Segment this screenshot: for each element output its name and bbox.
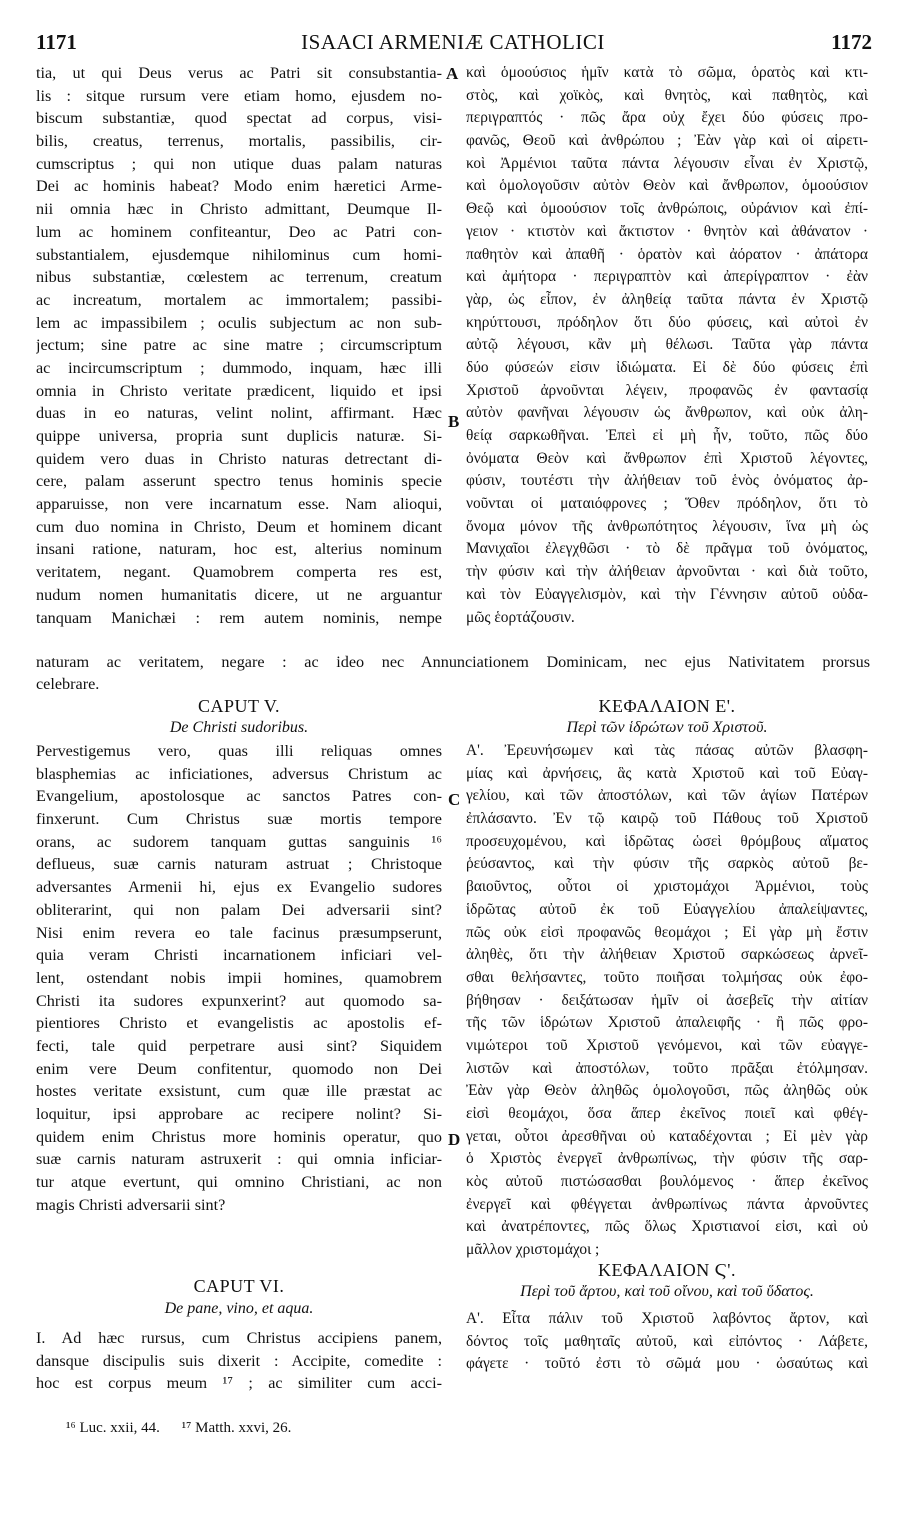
text-line: νοῦνται οἱ ματαιόφρονες ; Ὅθεν πρόδηλον, ὅτι τὸ	[466, 495, 868, 513]
kephalaion-vi-heading: ΚΕΦΑΛΑΙΟΝ Ϛ'.	[597, 1260, 737, 1280]
text-line: ῥεύσαντος, καὶ τὴν φύσιν τῆς σαρκὸς αὐτοῦ βε-	[466, 855, 868, 873]
text-line: καὶ ὁμολογοῦσιν αὐτὸν Θεὸν καὶ ἄνθρωπον, ὁμοούσιον	[466, 177, 868, 195]
text-line: Α'. Ἐρευνήσωμεν καὶ τὰς πάσας αὐτῶν βλασφη-	[466, 742, 868, 759]
kephalaion-e-subtitle: Περὶ τῶν ἱδρώτων τοῦ Χριστοῦ.	[566, 719, 768, 736]
margin-letter-c: C	[448, 790, 461, 809]
text-line: Pervestigemus vero, quas illi reliquas omnes	[36, 742, 442, 760]
text-line: γειον · κτιστὸν καὶ ἄκτιστον · θνητὸν καὶ ἀθάνατον ·	[466, 222, 868, 240]
text-line: ac increatum, mortalem ac immortalem; passibi-	[36, 290, 442, 309]
text-line: μίας καὶ ἀρνήσεις, ἃς κατὰ Χριστοῦ καὶ τοῦ Εὐαγ-	[466, 764, 868, 782]
text-line: obliterarint, qui non palam Dei adversarii sint?	[36, 900, 442, 919]
text-line: I. Ad hæc rursus, cum Christus accipiens panem,	[36, 1329, 442, 1347]
text-line: γὰρ, ὡς εἶπον, ἐν ἀληθείᾳ ταῦτα πάντα ἐν Χριστῷ	[466, 290, 868, 308]
text-line: Χριστοῦ ἀρνοῦνται λέγειν, προφανῶς ἐν φαντασίᾳ	[466, 381, 868, 399]
text-line: σθαι θελήσαντες, τοῦτο ποιῆσαι τολμήσας οὐκ ἐφο-	[466, 968, 868, 986]
margin-letter-a: A	[446, 64, 459, 83]
text-line: substantialem, ejusdemque nihilominus cum homi-	[36, 245, 442, 264]
text-line: nii omnia hæc in Christo admittant, Deumque Il-	[36, 200, 442, 219]
full-width-line-1: naturam ac veritatem, negare : ac ideo nec Annunciationem Dominicam, nec ejus Nativitatem prorsus	[36, 653, 870, 671]
text-line: tanquam Manichæi : rem autem nominis, nempe	[36, 608, 442, 627]
text-line: παθητὸν καὶ ἀπαθῆ · ὁρατὸν καὶ ἀόρατον · ἀπάτορα	[466, 245, 868, 263]
caput-v-subtitle: De Christi sudoribus.	[169, 719, 309, 736]
text-line: δύο φύσεών εἰσιν ἰδιώματα. Εἰ δὲ δύο φύσεις ἐπὶ	[466, 358, 868, 376]
text-line: τὴν φύσιν καὶ τὴν ἀλήθειαν ἀρνοῦνται · καὶ διὰ τοῦτο,	[466, 563, 868, 581]
text-line: jectum; sine patre ac sine matre ; circumscriptum	[36, 336, 442, 355]
text-line: καὶ ἀνατρέποντες, πῶς ὅλως Χριστιανοί εἰσι, καὶ οὐ	[466, 1218, 868, 1236]
text-line: hoc est corpus meum ¹⁷ ; ac similiter cum acci-	[36, 1374, 442, 1393]
footnotes	[66, 1420, 309, 1437]
greek-column-top	[466, 62, 868, 629]
text-line: βήθησαν · δειξάτωσαν ἡμῖν οἱ ἀσεβεῖς τὴν αἰτίαν	[466, 991, 868, 1009]
text-line: ὄνομα μόνον τῆς ἀνθρωπότητος λέγουσιν, ἵνα μὴ ὡς	[466, 517, 868, 535]
text-line: tur atque evertunt, qui omnino Christiani, ac non	[36, 1173, 442, 1192]
text-line: προσευχομένου, καὶ ἱδρῶτας ὡσεὶ θρόμβους αἵματος	[466, 832, 868, 850]
text-line: Dei ac hominis habeat? Modo enim hæretici Arme-	[36, 177, 442, 196]
page-number-right: 1172	[831, 30, 872, 54]
text-line: deflueus, suæ carnis naturam astruat ; Christoque	[36, 855, 442, 874]
text-line: αὐτῷ λέγουσι, κἂν μὴ θέλωσι. Ταῦτα γὰρ πάντα	[466, 336, 868, 354]
page-number-left: 1171	[36, 30, 77, 54]
text-line: φάγετε · τοῦτό ἐστι τὸ σῶμά μου · ὡσαύτως καὶ	[466, 1355, 868, 1373]
greek-kephalaion-vi-text	[466, 1308, 868, 1376]
text-line: φανῶς, Θεοῦ καὶ ἀνθρώπου ; Ἐὰν γὰρ καὶ οἱ αἱρετι-	[466, 132, 868, 150]
text-line: καὶ τὸν Εὐαγγελισμὸν, καὶ τὴν Γέννησιν αὐτοῦ οὐδα-	[466, 585, 868, 603]
text-line: ὀνόματα Θεὸν καὶ ἄνθρωπον ἐπὶ Χριστοῦ λέγοντες,	[466, 449, 868, 467]
text-line: καὶ ἀμήτορα · περιγραπτὸν καὶ ἀπερίγραπτον · ἐὰν	[466, 268, 868, 286]
text-line: Christi ita sudores expunxerint? aut quomodo sa-	[36, 991, 442, 1010]
latin-column-top	[36, 62, 442, 629]
text-line: nudum nomen humanitatis dicere, ut ne arguantur	[36, 585, 442, 604]
text-line: lis : sitque rursum vere etiam homo, ejusdem no-	[36, 86, 442, 105]
text-line: φύσιν, τουτέστι τὴν ἀλήθειαν τοῦ ἑνὸς ὀνόματος ἀρ-	[466, 472, 868, 490]
text-line: nibus substantiæ, cœlestem ac terrenum, creatum	[36, 268, 442, 287]
text-line: τῆς τῶν ἱδρώτων Χριστοῦ ἀπαλειφῆς · ἢ πῶς φρο-	[466, 1014, 868, 1032]
text-line: quidem enim Christus more hominis operatur, quo	[36, 1127, 442, 1146]
text-line: cere, palam asserunt spectro tenus hominis specie	[36, 472, 442, 491]
text-line: ἐνεργεῖ καὶ φθέγγεται ἀνθρωπίνως πάντα ἀρνοῦντες	[466, 1195, 868, 1213]
text-line: Α'. Εἶτα πάλιν τοῦ Χριστοῦ λαβόντος ἄρτον, καὶ	[466, 1310, 868, 1327]
text-line: κηρύττουσι, πρόδηλον ὅτι δύο φύσεις, καὶ αὐτοὶ ἐν	[466, 313, 868, 331]
text-line: blasphemias ac inficiationes, adversus Christum ac	[36, 764, 442, 783]
text-line: tia, ut qui Deus verus ac Patri sit consubstantia-	[36, 64, 442, 82]
text-line: dansque discipulis suis dixerit : Accipite, comedite :	[36, 1351, 442, 1370]
text-line: adversantes Armenii hi, ejus ex Evangelio sudores	[36, 878, 442, 897]
text-line: αὐτὸν φανῆναι λέγουσιν ὡς ἄνθρωπον, καὶ οὐκ ἀλη-	[466, 404, 868, 422]
text-line: νιμώτεροι τοῦ Χριστοῦ γενόμενοι, καὶ τῶν εὐαγγε-	[466, 1036, 868, 1054]
text-line: quia veram Christi incarnationem inficiari vel-	[36, 946, 442, 965]
margin-letter-d: D	[448, 1130, 461, 1149]
text-line: καὶ ὁμοούσιος ἡμῖν κατὰ τὸ σῶμα, ὁρατὸς καὶ κτι-	[466, 64, 868, 81]
text-line: quidem vero duas in Christo naturas detrectant di-	[36, 449, 442, 468]
text-line: biscum substantiæ, quod spectat ad corpus, visi-	[36, 109, 442, 128]
text-line: μᾶλλον χριστομάχοι ;	[466, 1241, 600, 1259]
text-line: μῶς ἑορτάζουσιν.	[466, 608, 575, 626]
footnote-16: ¹⁶ Luc. xxii, 44.	[66, 1420, 160, 1436]
text-line: εἰσὶ θεομάχοι, ὅσα ἅπερ ἐκεῖνος ποιεῖ καὶ φθέγ-	[466, 1105, 868, 1122]
text-line: ὁ Χριστὸς ἐνεργεῖ ἀνθρωπίνως, τὴν φύσιν τῆς σαρ-	[466, 1150, 868, 1168]
text-line: λιστῶν καὶ ἀποστόλων, τοῦτο πρᾶξαι ἐτόλμησαν.	[466, 1059, 868, 1077]
text-line: enim vere Deum confitentur, quomodo non Dei	[36, 1059, 442, 1078]
text-line: hostes veritate exsistunt, cum quæ ille præstat ac	[36, 1082, 442, 1101]
text-line: apparuisse, non vere incarnatum esse. Nam alioqui,	[36, 495, 442, 514]
text-line: στὸς, καὶ χοϊκὸς, καὶ θνητὸς, καὶ παθητὸς, καὶ	[466, 86, 868, 104]
text-line: lem ac impassibilem ; oculis subjectum ac non sub-	[36, 313, 442, 332]
text-line: περιγραπτός · πῶς ἄρα οὐχ ἔχει δύο φύσεις προ-	[466, 109, 868, 127]
text-line: bilis, creatus, terrenus, mortalis, passibilis, cir-	[36, 132, 442, 151]
text-line: suæ carnis naturam astruxerit : qui omnia inficiar-	[36, 1150, 442, 1169]
text-line: Ἐὰν γὰρ Θεὸν ἀληθῶς ὁμολογοῦσι, πῶς ἀληθῶς οὐκ	[466, 1082, 868, 1100]
text-line: fecti, tale quid perpetrare ausi sint? Siquidem	[36, 1036, 442, 1055]
text-line: ἱδρῶτας αὐτοῦ ἐκ τοῦ Εὐαγγελίου ἀπαλείψαντες,	[466, 900, 868, 918]
text-line: loquitur, ipsi approbare ac recipere nolint? Si-	[36, 1105, 442, 1123]
text-line: duas in eo naturas, velint nolint, affirmant. Hæc	[36, 404, 442, 423]
running-head	[30, 30, 876, 58]
text-line: κὸς αὐτοῦ πιστώσασθαι βουλόμενος · ἅπερ ἐκεῖνος	[466, 1173, 868, 1191]
text-line: veritatem, negant. Quamobrem comperta res est,	[36, 563, 442, 582]
latin-caput-vi-text	[36, 1327, 442, 1395]
text-line: βαιοῦντος, οὗτοι οἱ χριστομάχοι Ἀρμένιοι, τοὺς	[466, 878, 868, 896]
margin-letter-b: B	[448, 412, 460, 431]
text-line: ἐπλάσαντο. Ἐν τῷ καιρῷ τοῦ Πάθους τοῦ Χριστοῦ	[466, 810, 868, 828]
greek-kephalaion-e-text	[466, 740, 868, 1262]
text-line: orans, ac sudorem tanquam guttas sanguinis ¹⁶	[36, 832, 442, 851]
text-line: γελίου, καὶ τῶν ἀποστόλων, καὶ τῶν ἁγίων Πατέρων	[466, 787, 868, 805]
text-line: θείᾳ σαρκωθῆναι. Ἐπεὶ εἰ μὴ ἦν, τοῦτο, πῶς δύο	[466, 427, 868, 444]
footnote-17: ¹⁷ Matth. xxvi, 26.	[181, 1420, 292, 1436]
full-width-line-2: celebrare.	[36, 675, 100, 693]
latin-caput-v-text	[36, 740, 442, 1216]
text-line: κοὶ Ἀρμένιοι ταῦτα πάντα λέγουσιν εἶναι ἐν Χριστῷ,	[466, 154, 868, 172]
text-line: omnia in Christo veritate prædicent, liquido et ipsi	[36, 381, 442, 400]
text-line: ἀληθὲς, ὅτι τὴν ἀλήθειαν Χριστοῦ σαρκώσεως ἀρνεῖ-	[466, 946, 868, 964]
text-line: δόντος τοῖς μαθηταῖς αὐτοῦ, καὶ εἰπόντος · Λάβετε,	[466, 1332, 868, 1350]
kephalaion-vi-subtitle: Περὶ τοῦ ἄρτου, καὶ τοῦ οἴνου, καὶ τοῦ ὕδατος.	[520, 1283, 814, 1300]
running-title: ISAACI ARMENIÆ CATHOLICI	[301, 30, 605, 54]
text-line: lent, ostendant nobis impii homines, quamobrem	[36, 968, 442, 987]
kephalaion-e-heading: ΚΕΦΑΛΑΙΟΝ Ε'.	[598, 696, 736, 716]
text-line: quippe universa, propria sunt duplicis naturæ. Si-	[36, 427, 442, 445]
text-line: Nisi enim revera eo tale facinus præsumpserunt,	[36, 923, 442, 942]
text-line: γεται, οὗτοι ἀρεσθῆναι οὐ καταδέχονται ; Εἰ μὲν γὰρ	[466, 1127, 868, 1145]
text-line: cumscriptus ; qui non utique duas palam naturas	[36, 154, 442, 173]
text-line: insani ratione, naturam, hoc est, alterius nominum	[36, 540, 442, 559]
caput-vi-heading: CAPUT VI.	[193, 1276, 285, 1296]
text-line: ac incircumscriptum ; dummodo, inquam, hæc illi	[36, 358, 442, 377]
caput-vi-subtitle: De pane, vino, et aqua.	[164, 1300, 314, 1317]
text-line: lum ac hominem confiteantur, Deo ac Patri con-	[36, 222, 442, 241]
text-line: finxerunt. Cum Christus suæ mortis tempore	[36, 810, 442, 829]
text-line: magis Christi adversarii sint?	[36, 1195, 226, 1214]
text-line: πῶς οὐκ εἰσὶ προφανῶς θεομάχοι ; Εἰ γὰρ μὴ ἔστιν	[466, 923, 868, 941]
text-line: Evangelium, apostolosque ac sanctos Patres con-	[36, 787, 442, 806]
text-line: Θεῷ καὶ ὁμοούσιον τοῖς ἀνθρώποις, οὐράνιον καὶ ἐπί-	[466, 200, 868, 218]
text-line: pientiores Christo et evangelistis ac apostolis ef-	[36, 1014, 442, 1033]
caput-v-heading: CAPUT V.	[197, 696, 281, 716]
text-line: cum duo nomina in Christo, Deum et hominem dicant	[36, 517, 442, 536]
text-line: Μανιχαῖοι ἐλεγχθῶσι · τὸ δὲ πρᾶγμα τοῦ ὀνόματος,	[466, 540, 868, 558]
